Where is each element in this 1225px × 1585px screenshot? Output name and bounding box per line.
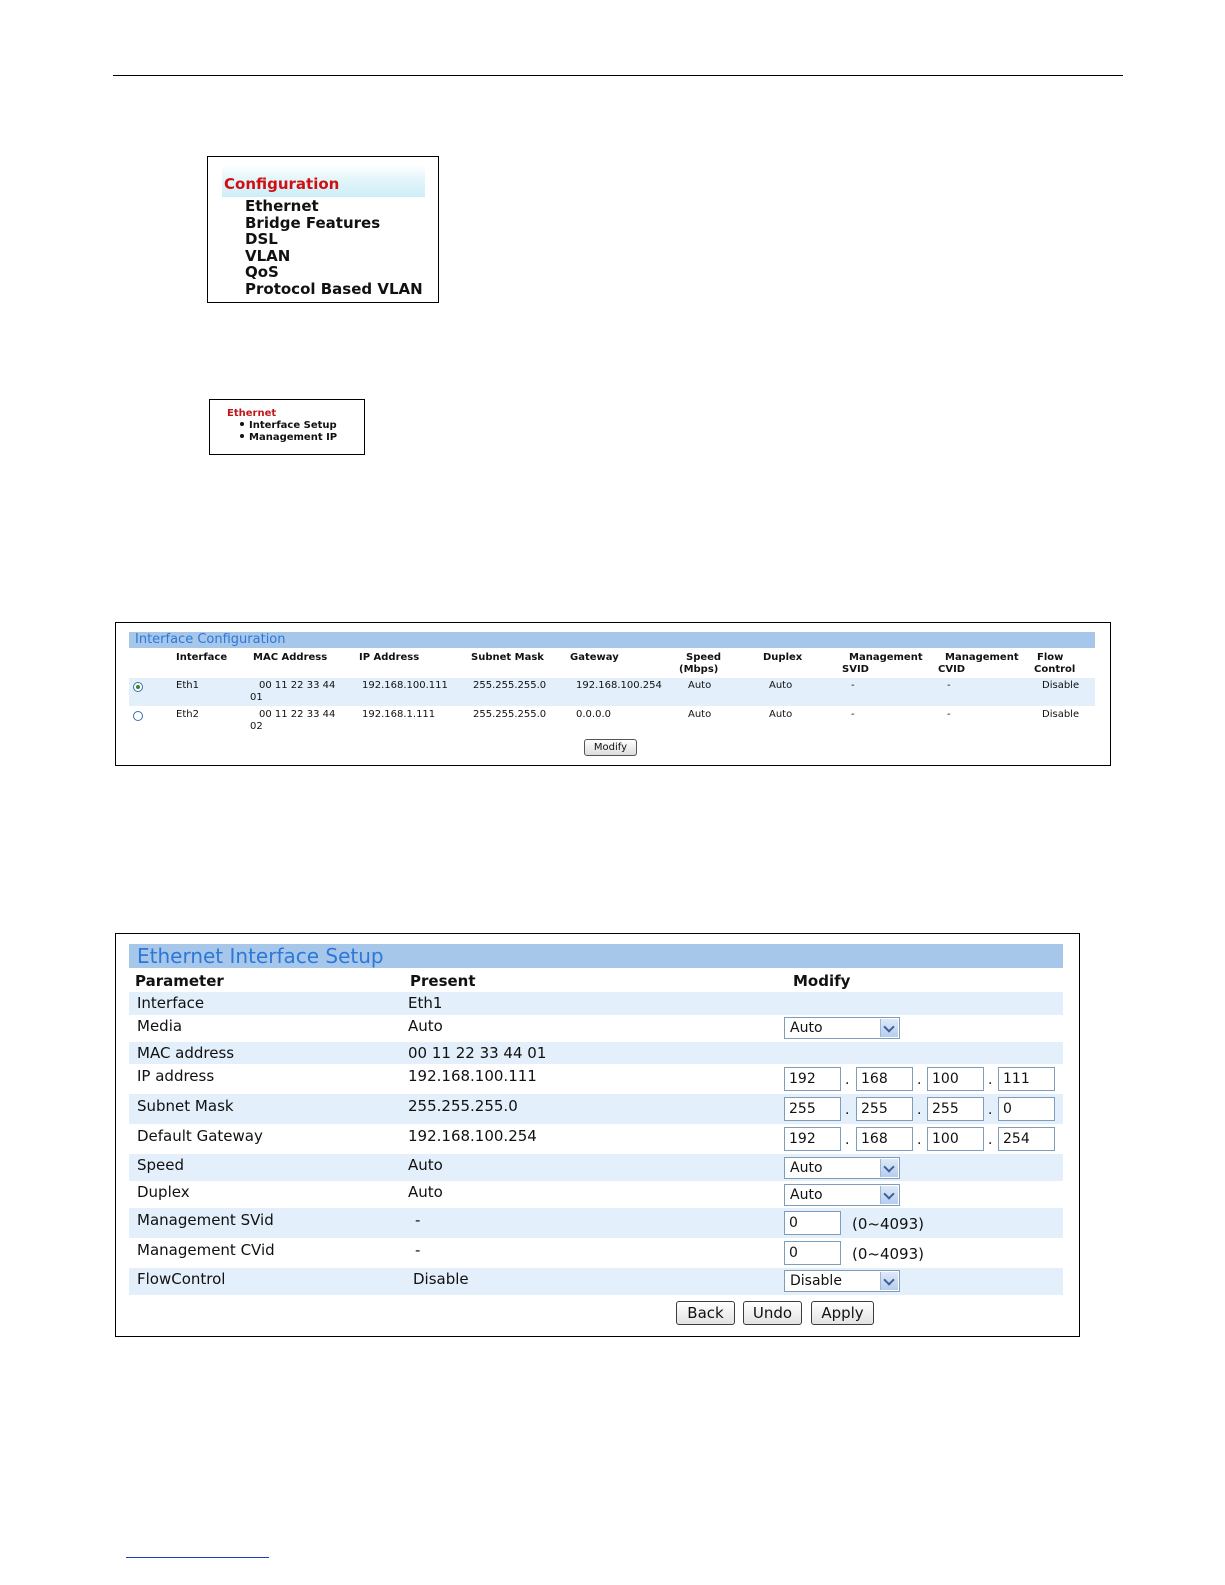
setup-row-duplex (129, 1181, 1063, 1208)
flow-control-select-value: Disable (790, 1273, 842, 1289)
submenu-item-management-ip[interactable] (240, 432, 337, 443)
setup-label-mac: MAC address (137, 1044, 235, 1062)
speed-select[interactable] (784, 1157, 900, 1179)
page-footer-link-rule (126, 1557, 269, 1558)
octet-separator: . (917, 1072, 922, 1088)
media-select-value: Auto (790, 1020, 823, 1036)
cell-gateway: 192.168.100.254 (576, 680, 662, 691)
table-row (129, 707, 1095, 735)
menu-item-qos[interactable]: QoS (245, 263, 279, 281)
setup-present-interface: Eth1 (408, 994, 443, 1012)
setup-label-flow: FlowControl (137, 1270, 226, 1288)
col-header-mask: Subnet Mask (471, 652, 544, 663)
ip-octet-2-input[interactable]: 168 (856, 1067, 913, 1091)
octet-separator: . (988, 1072, 993, 1088)
back-button[interactable]: Back (676, 1301, 735, 1325)
ip-octet-1-input[interactable]: 192 (784, 1067, 841, 1091)
octet-separator: . (845, 1072, 850, 1088)
cell-mask: 255.255.255.0 (473, 680, 547, 691)
octet-separator: . (917, 1102, 922, 1118)
bullet-icon (240, 422, 244, 426)
menu-item-ethernet[interactable]: Ethernet (245, 197, 319, 215)
cell-ip: 192.168.100.111 (362, 680, 448, 691)
mask-octet-4-input[interactable]: 0 (998, 1097, 1055, 1121)
gateway-octet-4-input[interactable]: 254 (998, 1127, 1055, 1151)
svid-range-hint: (0~4093) (852, 1215, 924, 1233)
setup-label-ip: IP address (137, 1067, 215, 1085)
setup-present-mac: 00 11 22 33 44 01 (408, 1044, 547, 1062)
undo-button[interactable]: Undo (743, 1301, 802, 1325)
cell-mask: 255.255.255.0 (473, 709, 547, 720)
cell-speed: Auto (688, 709, 712, 720)
interface-configuration-titlebar (129, 632, 1095, 648)
octet-separator: . (845, 1102, 850, 1118)
cell-speed: Auto (688, 680, 712, 691)
cell-interface: Eth1 (176, 680, 199, 691)
cell-svid: - (851, 680, 855, 691)
ethernet-submenu (209, 399, 365, 455)
gateway-octet-3-input[interactable]: 100 (927, 1127, 984, 1151)
ethernet-interface-setup-panel (115, 933, 1080, 1337)
setup-present-duplex: Auto (408, 1183, 443, 1201)
header-modify: Modify (793, 972, 851, 990)
col-header-flow-2: Control (1034, 664, 1076, 675)
header-present: Present (410, 972, 476, 990)
setup-label-media: Media (137, 1017, 183, 1035)
mask-octet-2-input[interactable]: 255 (856, 1097, 913, 1121)
col-header-cvid: Management (945, 652, 1019, 663)
setup-titlebar (129, 944, 1063, 968)
mask-octet-1-input[interactable]: 255 (784, 1097, 841, 1121)
bullet-icon (240, 434, 244, 438)
submenu-item-label: Management IP (249, 432, 338, 443)
chevron-down-icon (880, 1019, 898, 1037)
setup-label-cvid: Management CVid (137, 1241, 275, 1259)
setup-present-media: Auto (408, 1017, 443, 1035)
interface-radio-eth2[interactable] (133, 711, 143, 721)
svid-input[interactable]: 0 (784, 1211, 841, 1235)
mask-octet-3-input[interactable]: 255 (927, 1097, 984, 1121)
cell-gateway: 0.0.0.0 (576, 709, 611, 720)
menu-item-bridge-features[interactable]: Bridge Features (245, 213, 381, 232)
setup-label-gateway: Default Gateway (137, 1127, 263, 1145)
setup-row-gateway (129, 1124, 1063, 1154)
table-row (129, 678, 1095, 706)
setup-present-gateway: 192.168.100.254 (408, 1127, 537, 1145)
cell-flow: Disable (1042, 680, 1080, 691)
cell-ip: 192.168.1.111 (362, 709, 436, 720)
menu-item-protocol-based-vlan[interactable]: Protocol Based VLAN (245, 279, 423, 298)
col-header-ip: IP Address (359, 652, 420, 663)
interface-configuration-title: Interface Configuration (135, 632, 286, 647)
ip-octet-3-input[interactable]: 100 (927, 1067, 984, 1091)
octet-separator: . (988, 1102, 993, 1118)
cell-flow: Disable (1042, 709, 1080, 720)
gateway-octet-2-input[interactable]: 168 (856, 1127, 913, 1151)
cell-svid: - (851, 709, 855, 720)
setup-present-mask: 255.255.255.0 (408, 1097, 518, 1115)
col-header-duplex: Duplex (763, 652, 803, 663)
col-header-gateway: Gateway (570, 652, 619, 663)
col-header-speed: Speed (686, 652, 722, 663)
menu-item-dsl[interactable]: DSL (245, 230, 278, 248)
setup-label-speed: Speed (137, 1156, 185, 1174)
cvid-input[interactable]: 0 (784, 1241, 841, 1265)
ethernet-submenu-title: Ethernet (227, 408, 277, 419)
setup-label-mask: Subnet Mask (137, 1097, 234, 1115)
cell-cvid: - (947, 709, 951, 720)
modify-button[interactable]: Modify (584, 739, 637, 756)
setup-row-mac (129, 1042, 1063, 1064)
cell-mac: 00 11 22 33 44 (259, 680, 336, 691)
col-header-svid: Management (849, 652, 923, 663)
setup-row-cvid (129, 1238, 1063, 1268)
ip-octet-4-input[interactable]: 111 (998, 1067, 1055, 1091)
setup-present-speed: Auto (408, 1156, 443, 1174)
interface-radio-eth1[interactable] (133, 682, 143, 692)
octet-separator: . (988, 1132, 993, 1148)
duplex-select[interactable] (784, 1184, 900, 1206)
setup-row-speed (129, 1154, 1063, 1181)
col-header-svid-2: SVID (842, 664, 869, 675)
interface-configuration-panel (115, 622, 1111, 766)
cell-mac-cont: 01 (250, 692, 263, 703)
setup-present-cvid: - (415, 1241, 421, 1259)
speed-select-value: Auto (790, 1160, 823, 1176)
apply-button[interactable]: Apply (811, 1301, 874, 1325)
setup-row-mask (129, 1094, 1063, 1124)
media-select[interactable] (784, 1017, 900, 1039)
header-parameter: Parameter (135, 972, 224, 990)
page-header-rule (113, 75, 1123, 76)
cell-cvid: - (947, 680, 951, 691)
setup-row-interface (129, 992, 1063, 1015)
col-header-flow: Flow (1037, 652, 1064, 663)
col-header-speed-unit: (Mbps) (679, 664, 719, 675)
setup-present-flow: Disable (413, 1270, 469, 1288)
octet-separator: . (845, 1132, 850, 1148)
cell-duplex: Auto (769, 680, 793, 691)
cell-interface: Eth2 (176, 709, 199, 720)
chevron-down-icon (880, 1186, 898, 1204)
setup-row-svid (129, 1208, 1063, 1238)
chevron-down-icon (880, 1159, 898, 1177)
col-header-mac: MAC Address (253, 652, 328, 663)
configuration-menu (207, 156, 439, 303)
configuration-menu-list (245, 198, 423, 297)
setup-present-svid: - (415, 1211, 421, 1229)
flow-control-select[interactable] (784, 1270, 900, 1292)
setup-row-ip (129, 1064, 1063, 1094)
submenu-item-interface-setup[interactable] (240, 420, 337, 431)
setup-row-media (129, 1015, 1063, 1042)
setup-title: Ethernet Interface Setup (137, 944, 384, 968)
cell-mac: 00 11 22 33 44 (259, 709, 336, 720)
configuration-menu-header (222, 165, 425, 197)
menu-item-vlan[interactable]: VLAN (245, 246, 291, 265)
setup-row-flow (129, 1268, 1063, 1295)
cell-duplex: Auto (769, 709, 793, 720)
cell-mac-cont: 02 (250, 721, 263, 732)
configuration-menu-title: Configuration (224, 175, 340, 193)
setup-present-ip: 192.168.100.111 (408, 1067, 537, 1085)
gateway-octet-1-input[interactable]: 192 (784, 1127, 841, 1151)
col-header-interface: Interface (176, 652, 228, 663)
col-header-cvid-2: CVID (938, 664, 966, 675)
duplex-select-value: Auto (790, 1187, 823, 1203)
cvid-range-hint: (0~4093) (852, 1245, 924, 1263)
setup-label-duplex: Duplex (137, 1183, 190, 1201)
setup-label-interface: Interface (137, 994, 205, 1012)
setup-label-svid: Management SVid (137, 1211, 274, 1229)
octet-separator: . (917, 1132, 922, 1148)
chevron-down-icon (880, 1272, 898, 1290)
submenu-item-label: Interface Setup (249, 420, 337, 431)
